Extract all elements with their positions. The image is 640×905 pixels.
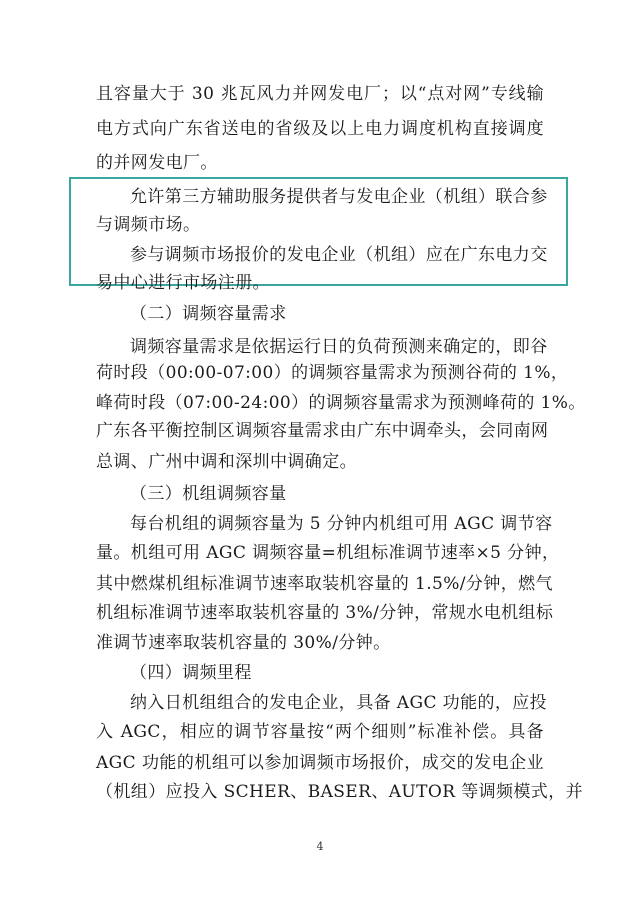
page-number: 4 xyxy=(316,840,324,853)
text-line: 量。机组可用 AGC 调频容量=机组标准调节速率×5 分钟， xyxy=(96,543,560,563)
section-heading: （二）调频容量需求 xyxy=(130,304,287,324)
text-line: 峰荷时段（07:00-24:00）的调频容量需求为预测峰荷的 1%。 xyxy=(96,393,586,413)
text-line: 荷时段（00:00-07:00）的调频容量需求为预测谷荷的 1%， xyxy=(96,363,569,383)
text-line: 总调、广州中调和深圳中调确定。 xyxy=(96,452,357,472)
text-line: 准调节速率取装机容量的 30%/分钟。 xyxy=(96,633,391,653)
text-line: 入 AGC，相应的调节容量按“两个细则”标准补偿。具备 xyxy=(96,722,544,742)
text-line: 与调频市场。 xyxy=(96,215,201,235)
section-heading: （四）调频里程 xyxy=(130,663,252,683)
text-line: 的并网发电厂。 xyxy=(96,153,218,173)
text-line: 电方式向广东省送电的省级及以上电力调度机构直接调度 xyxy=(96,119,544,139)
text-line: 每台机组的调频容量为 5 分钟内机组可用 AGC 调节容 xyxy=(130,514,553,534)
text-line: 参与调频市场报价的发电企业（机组）应在广东电力交 xyxy=(130,245,548,265)
text-line: 广东各平衡控制区调频容量需求由广东中调牵头，会同南网 xyxy=(96,421,549,441)
section-heading: （三）机组调频容量 xyxy=(130,484,287,504)
text-line: 机组标准调节速率取装机容量的 3%/分钟，常规水电机组标 xyxy=(96,603,554,623)
text-line: 调频容量需求是依据运行日的负荷预测来确定的，即谷 xyxy=(130,337,548,357)
text-line: 其中燃煤机组标准调节速率取装机容量的 1.5%/分钟，燃气 xyxy=(96,574,553,594)
text-line: 易中心进行市场注册。 xyxy=(96,273,270,293)
text-line: AGC 功能的机组可以参加调频市场报价，成交的发电企业 xyxy=(96,753,544,773)
text-line: 纳入日机组组合的发电企业，具备 AGC 功能的，应投 xyxy=(130,693,548,713)
text-line: 允许第三方辅助服务提供者与发电企业（机组）联合参 xyxy=(130,187,548,207)
text-line: 且容量大于 30 兆瓦风力并网发电厂；以“点对网”专线输 xyxy=(96,84,544,104)
text-line: （机组）应投入 SCHER、BASER、AUTOR 等调频模式，并 xyxy=(96,782,583,802)
